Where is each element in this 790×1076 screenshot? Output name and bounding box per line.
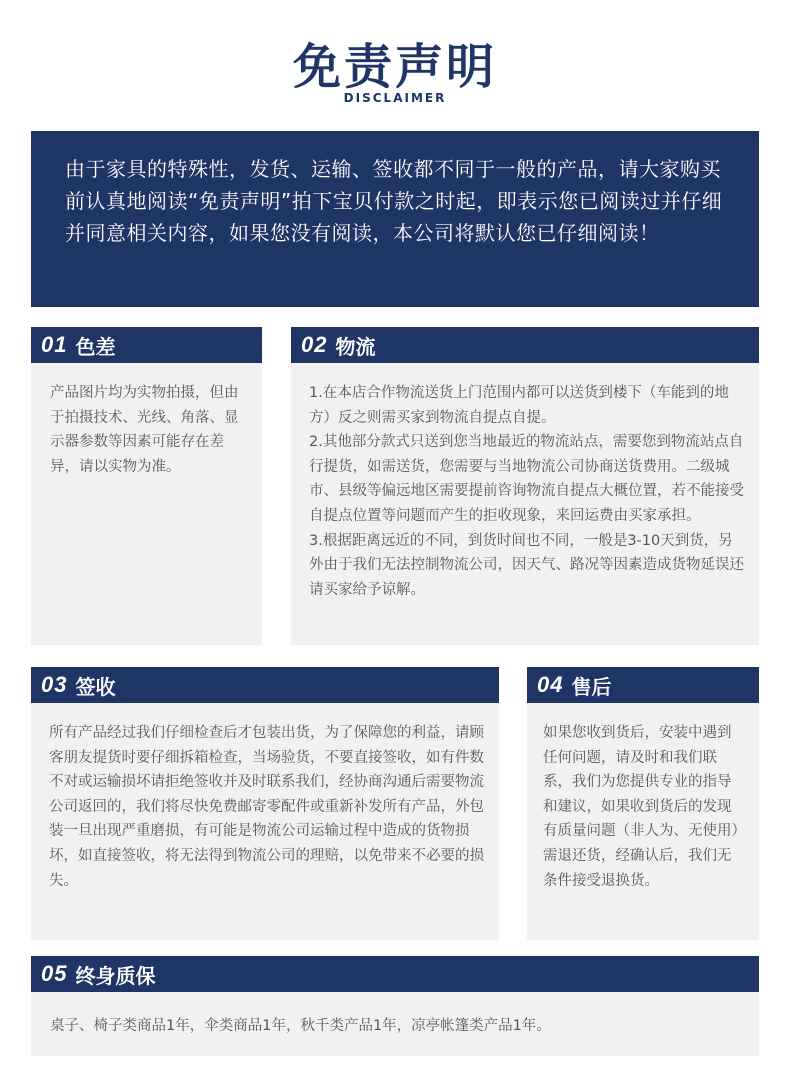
section-paragraph: 如果您收到货后，安装中遇到任何问题，请及时和我们联系，我们为您提供专业的指导和建议，如果收到货后的发现有质量问题（非人为、无使用）需退还货，经确认后，我们无条件接受退换货。 — [543, 725, 739, 889]
section-number: 01 — [41, 332, 68, 357]
page-subtitle: DISCLAIMER — [343, 91, 447, 105]
section-warranty — [31, 956, 759, 1056]
section-color-difference — [31, 327, 262, 645]
section-paragraph: 桌子、椅子类商品1年，伞类商品1年，秋千类产品1年，凉亭帐篷类产品1年。 — [50, 1018, 551, 1034]
section-body — [50, 381, 250, 479]
section-header — [31, 327, 262, 363]
section-number: 03 — [41, 672, 68, 697]
section-after-sales — [527, 667, 759, 940]
section-title: 售后 — [571, 674, 612, 699]
section-title: 物流 — [335, 334, 376, 359]
section-header — [527, 667, 759, 703]
section-number: 04 — [537, 672, 564, 697]
intro-text: 由于家具的特殊性，发货、运输、签收都不同于一般的产品，请大家购买前认真地阅读“免责声明”拍下宝贝付款之时起，即表示您已阅读过并仔细并同意相关内容，如果您没有阅读，本公司将默认您已仔细阅读！ — [65, 157, 723, 245]
page-title: 免责声明 — [292, 39, 497, 95]
section-body — [50, 1014, 745, 1039]
section-receipt — [31, 667, 499, 940]
section-body — [543, 721, 745, 893]
section-logistics — [291, 327, 759, 645]
section-header — [31, 956, 759, 992]
section-number: 02 — [301, 332, 328, 357]
section-paragraph: 3.根据距离远近的不同，到货时间也不同，一般是3-10天到货，另外由于我们无法控制物流公司，因天气、路况等因素造成货物延误还请买家给予谅解。 — [309, 532, 744, 598]
section-title: 色差 — [75, 334, 116, 359]
intro-panel — [31, 131, 759, 307]
section-body — [49, 721, 485, 893]
section-number: 05 — [41, 961, 68, 986]
section-header — [291, 327, 759, 363]
section-title: 签收 — [75, 674, 116, 699]
section-body — [309, 381, 745, 602]
section-title: 终身质保 — [75, 963, 156, 988]
section-paragraph: 所有产品经过我们仔细检查后才包装出货，为了保障您的利益，请顾客朋友提货时要仔细拆箱检查，当场验货，不要直接签收，如有件数不对或运输损坏请拒绝签收并及时联系我们，经协商沟通后需要物流公司返回的，我们将尽快免费邮寄零配件或重新补发所有产品，外包装一旦出现严重磨损，有可能是物流公司运输过程中造成的货物损坏，如直接签收，将无法得到物流公司的理赔，以免带来不必要的损失。 — [49, 725, 484, 889]
section-paragraph: 2.其他部分款式只送到您当地最近的物流站点，需要您到物流站点自行提货，如需送货，您需要与当地物流公司协商送货费用。二级城市、县级等偏远地区需要提前咨询物流自提点大概位置，若不能接受自提点位置等问题而产生的拒收现象，来回运费由买家承担。 — [309, 434, 744, 524]
section-header — [31, 667, 499, 703]
section-paragraph: 产品图片均为实物拍摄，但由于拍摄技术、光线、角落、显示器参数等因素可能存在差异，请以实物为准。 — [50, 385, 239, 475]
section-paragraph: 1.在本店合作物流送货上门范围内都可以送货到楼下（车能到的地方）反之则需买家到物流自提点自提。 — [309, 385, 729, 426]
